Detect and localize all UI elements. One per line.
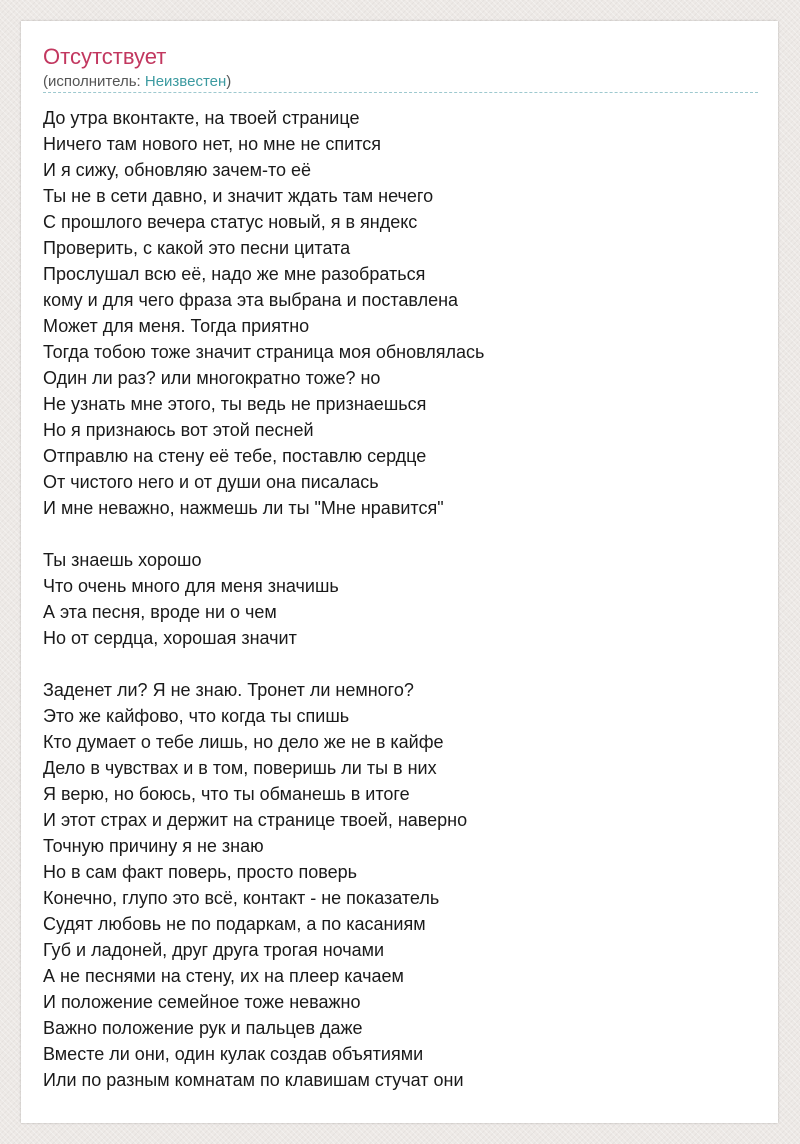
lyrics-text: До утра вконтакте, на твоей странице Ничего там нового нет, но мне не спится И я сижу, обновляю зачем-то её Ты не в сети давно, и значит ждать там нечего С прошлого вечера статус новый, я в яндекс Проверить, с какой это песни цитата Прослушал всю её, надо же мне разобраться кому и для чего фраза эта выбрана и поставлена Может для меня. Тогда приятно Тогда тобою тоже значит страница моя обновлялась Один ли раз? или многократно тоже? но Не узнать мне этого, ты ведь не признаешься Но я признаюсь вот этой песней Отправлю на стену её тебе, поставлю сердце От чистого него и от души она писалась И мне неважно, нажмешь ли ты "Мне нравится" Ты знаешь хорошо Что очень много для меня значишь А эта песня, вроде ни о чем Но от сердца, хорошая значит Заденет ли? Я не знаю. Тронет ли немного? Это же кайфово, что когда ты спишь Кто думает о тебе лишь, но дело же не в кайфе Дело в чувствах и в том, поверишь ли ты в них Я верю, но боюсь, что ты обманешь в итоге И этот страх и держит на странице твоей, наверно Точную причину я не знаю Но в сам факт поверь, просто поверь Конечно, глупо это всё, контакт - не показатель Судят любовь не по подаркам, а по касаниям Губ и ладоней, друг друга трогая ночами А не песнями на стену, их на плеер качаем И положение семейное тоже неважно Важно положение рук и пальцев даже Вместе ли они, один кулак создав объятиями Или по разным комнатам по клавишам стучат они [43,108,485,1090]
artist-prefix: (исполнитель: [43,73,145,90]
artist-line [43,72,231,92]
title-divider [43,92,758,93]
artist-suffix: ) [226,73,232,90]
artist-link[interactable]: Неизвестен [144,73,227,90]
song-title: Отсутствует [43,44,167,69]
lyrics-card [21,21,778,1123]
